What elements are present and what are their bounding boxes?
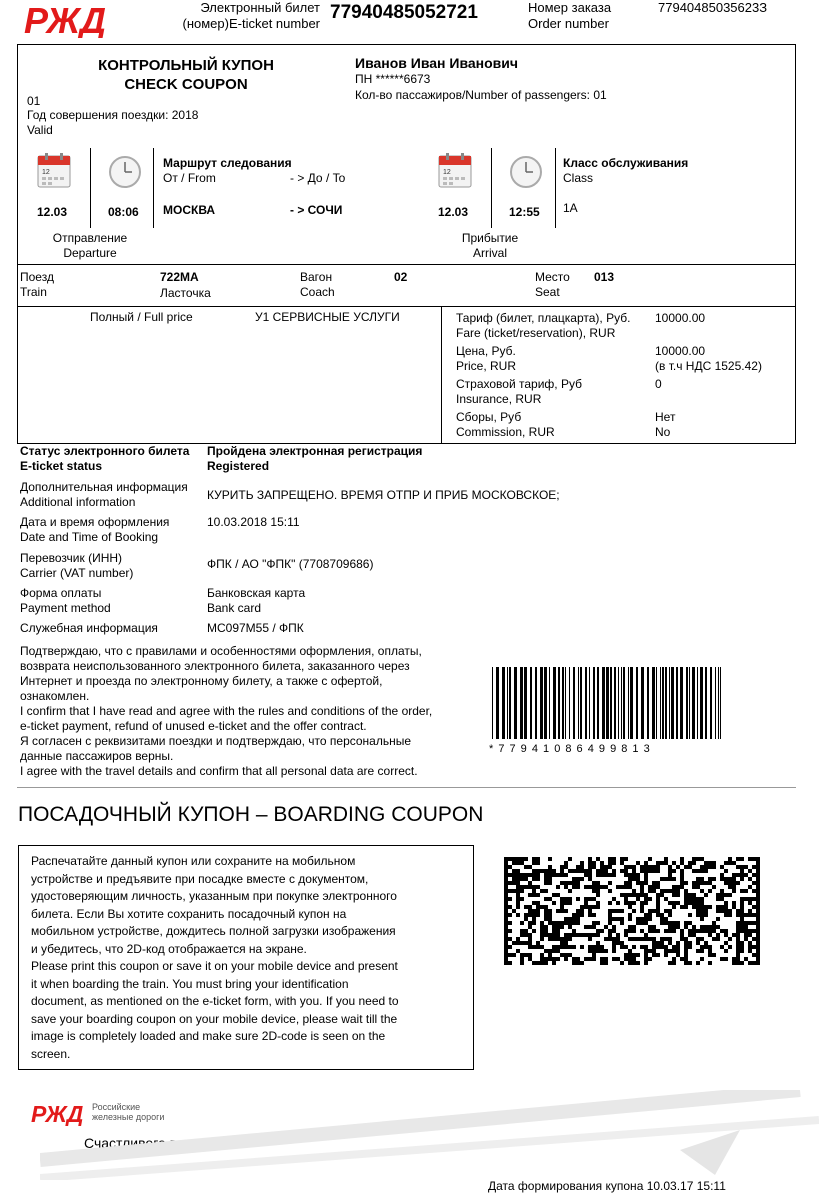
coach-number: 02: [394, 270, 408, 284]
decorative-swoosh: [40, 1090, 819, 1180]
status-label: Статус электронного билета E-ticket status: [20, 444, 190, 473]
additional-label: Дополнительная информация Additional information: [20, 480, 188, 509]
divider: [441, 306, 442, 444]
2d-code: [504, 857, 760, 965]
departure-date: 12.03: [37, 205, 68, 219]
seat-number: 013: [594, 270, 615, 284]
booking-label: Дата и время оформления Date and Time of Booking: [20, 515, 170, 544]
coach-label: Вагон Coach: [300, 270, 335, 299]
farewell-text: Счастливого пути!: [84, 1135, 203, 1151]
divider: [555, 148, 556, 228]
calendar-icon: [37, 152, 71, 188]
service-label: У1 СЕРВИСНЫЕ УСЛУГИ: [255, 310, 400, 324]
insurance-label: Страховой тариф, Руб Insurance, RUR: [456, 377, 582, 406]
trip-year: Год совершения поездки: 2018: [27, 108, 199, 122]
divider: [17, 787, 796, 788]
from-label: От / From: [163, 171, 216, 185]
divider: [17, 264, 796, 265]
svg-text:12: 12: [42, 169, 50, 176]
to-label: - > До / To: [290, 171, 346, 185]
rzd-logo-top: [22, 2, 114, 38]
confirmation-text: Подтверждаю, что с правилами и особенностями оформления, оплаты, возврата неиспользованного электронного билета, заказанного через Интернет и проезда по электронному билету, а также с офертой, ознакомлен. I confirm that I have read and agree with the rules and conditions of the order, e-ticket payment, refund of unused e-ticket and the offer contract. Я согласен с реквизитами поездки и подтверждаю, что персональные данные пассажиров верны. I agree with the travel details and confirm that all personal data are correct.: [20, 644, 433, 778]
eticket-label: Электронный билет (номер)E-ticket number: [182, 0, 320, 31]
price-value: 10000.00 (в т.ч НДС 1525.42): [655, 344, 762, 373]
passengers-count: Кол-во пассажиров/Number of passengers: 01: [355, 88, 607, 102]
price-label: Цена, Руб. Price, RUR: [456, 344, 517, 373]
service-info-value: МС097М55 / ФПК: [207, 621, 304, 635]
to-city: - > СОЧИ: [290, 203, 343, 217]
departure-label: Отправление Departure: [52, 231, 128, 260]
arrival-date: 12.03: [438, 205, 469, 219]
divider: [17, 306, 796, 307]
train-label: Поезд Train: [20, 270, 54, 299]
passenger-name: Иванов Иван Иванович: [355, 55, 519, 71]
payment-value: Банковская карта Bank card: [207, 586, 306, 615]
arrival-label: Прибытие Arrival: [461, 231, 519, 260]
seat-label: Место Seat: [535, 270, 570, 299]
coupon-number: 01: [27, 94, 41, 108]
tariff-value: 10000.00: [655, 311, 706, 325]
departure-time: 08:06: [108, 205, 139, 219]
coupon-generated-date: Дата формирования купона 10.03.17 15:11: [488, 1179, 726, 1193]
from-city: МОСКВА: [163, 203, 216, 217]
carrier-label: Перевозчик (ИНН) Carrier (VAT number): [20, 551, 134, 580]
class-label: Класс обслуживания: [563, 156, 689, 170]
valid-label: Valid: [27, 123, 53, 137]
clock-icon: [108, 155, 142, 189]
divider: [491, 148, 492, 228]
eticket-number: 77940485052721: [330, 2, 478, 23]
check-coupon-title-ru: КОНТРОЛЬНЫЙ КУПОН: [98, 57, 274, 74]
full-price-label: Полный / Full price: [90, 310, 193, 324]
train-number: 722МА: [160, 270, 199, 284]
barcode-number: * 7 7 9 4 1 0 8 6 4 9 9 8 1 3: [489, 743, 651, 755]
divider: [153, 148, 154, 228]
rzd-logo-text: Российские железные дороги: [92, 1102, 165, 1122]
boarding-coupon-title: ПОСАДОЧНЫЙ КУПОН – BOARDING COUPON: [18, 803, 484, 826]
insurance-value: 0: [655, 377, 662, 391]
calendar-icon: [438, 152, 472, 188]
train-name: Ласточка: [160, 286, 211, 300]
svg-text:РЖД: РЖД: [31, 1101, 84, 1126]
clock-icon: [509, 155, 543, 189]
tariff-label: Тариф (билет, плацкарта), Руб. Fare (ticket/reservation), RUR: [456, 311, 631, 340]
boarding-instructions: Распечатайте данный купон или сохраните на мобильном устройстве и предъявите при посадке вместе с документом, удостоверяющим личность, указанным при покупке электронного билета. Если Вы хотите сохранить посадочный купон на мобильном устройстве, дождитесь полной загрузки изображения и убедитесь, что 2D-код отображается на экране. Please print this coupon or save it on your mobile device and present it when boarding the train. You must bring your identification document, as mentioned on the e-ticket form, with you. If you need to save your boarding coupon on your mobile device, please wait till the image is completely loaded and make sure 2D-code is seen on the screen.: [31, 854, 399, 1061]
payment-label: Форма оплаты Payment method: [20, 586, 111, 615]
divider: [90, 148, 91, 228]
additional-value: КУРИТЬ ЗАПРЕЩЕНО. ВРЕМЯ ОТПР И ПРИБ МОСКОВСКОЕ;: [207, 488, 560, 502]
commission-label: Сборы, Руб Commission, RUR: [456, 410, 555, 439]
barcode: [492, 667, 724, 739]
passport: ПН ******6673: [355, 72, 431, 86]
svg-text:РЖД: РЖД: [24, 2, 107, 38]
class-value: 1А: [563, 201, 578, 215]
booking-value: 10.03.2018 15:11: [207, 515, 300, 529]
commission-value: Нет No: [655, 410, 676, 439]
route-label: Маршрут следования: [163, 156, 292, 170]
class-label-en: Class: [563, 171, 594, 185]
svg-text:12: 12: [443, 169, 451, 176]
order-label: Номер заказа Order number: [528, 0, 612, 31]
carrier-value: ФПК / АО "ФПК" (7708709686): [207, 557, 374, 571]
status-value: Пройдена электронная регистрация Registered: [207, 444, 423, 473]
order-number: 77940485035623З: [658, 0, 768, 15]
arrival-time: 12:55: [509, 205, 540, 219]
check-coupon-title-en: CHECK COUPON: [124, 76, 248, 93]
service-info-label: Служебная информация: [20, 621, 158, 635]
